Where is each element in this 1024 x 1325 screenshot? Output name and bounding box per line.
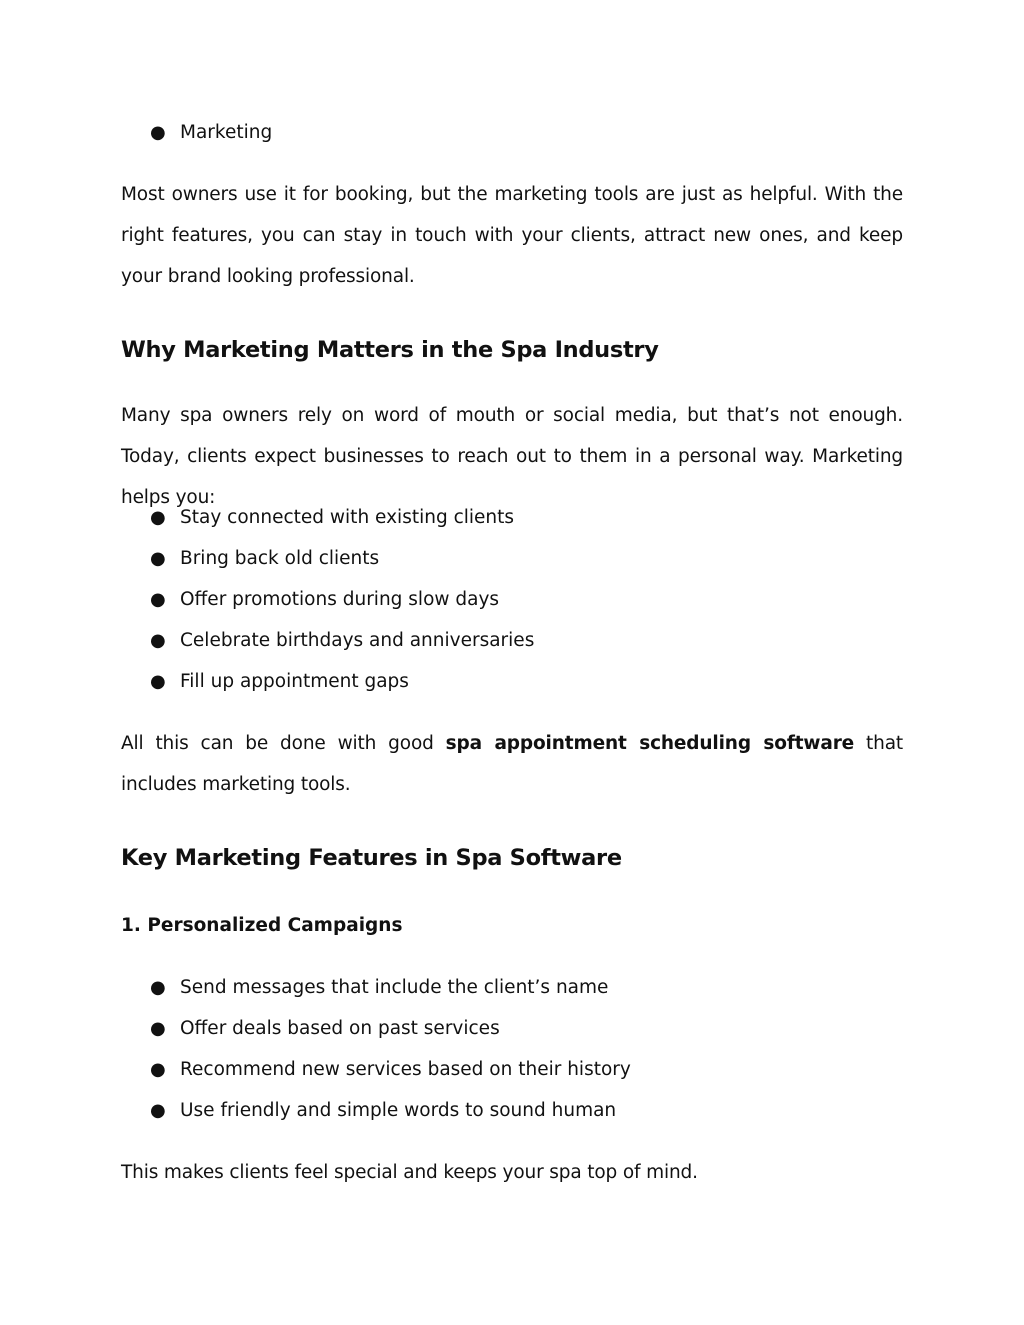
bullet-icon: ● <box>150 1018 166 1039</box>
list-item: ● Stay connected with existing clients <box>150 503 534 544</box>
list-item: ● Offer promotions during slow days <box>150 585 534 626</box>
paragraph-intro: Most owners use it for booking, but the marketing tools are just as helpful. With the right features, you can stay in touch with your clients, attract new ones, and keep your brand looking professional. <box>121 184 903 287</box>
bold-keyword: spa appointment scheduling software <box>445 733 855 754</box>
bullet-icon: ● <box>150 671 166 692</box>
bullet-icon: ● <box>150 1059 166 1080</box>
paragraph-software-note: All this can be done with good spa appointment scheduling software that includes marketing tools. <box>121 733 904 795</box>
list-item: ● Use friendly and simple words to sound human <box>150 1096 631 1137</box>
bullet-icon: ● <box>150 122 166 143</box>
bullet-icon: ● <box>150 1100 166 1121</box>
section-heading-key-features: Key Marketing Features in Spa Software <box>121 845 622 871</box>
list-item: ● Offer deals based on past services <box>150 1014 631 1055</box>
bullet-list-campaigns <box>150 973 631 1137</box>
list-item: ● Recommend new services based on their history <box>150 1055 631 1096</box>
list-item: ● Marketing <box>150 118 272 159</box>
subheading-personalized-campaigns: 1. Personalized Campaigns <box>121 915 403 936</box>
bullet-list-intro <box>150 118 272 159</box>
bullet-icon: ● <box>150 589 166 610</box>
list-item: ● Celebrate birthdays and anniversaries <box>150 626 534 667</box>
bullet-icon: ● <box>150 630 166 651</box>
bullet-list-benefits <box>150 503 534 708</box>
section-heading-why-marketing: Why Marketing Matters in the Spa Industry <box>121 337 659 363</box>
bullet-icon: ● <box>150 977 166 998</box>
paragraph-closing: This makes clients feel special and keeps your spa top of mind. <box>121 1162 698 1183</box>
list-item: ● Send messages that include the client’s name <box>150 973 631 1014</box>
paragraph-why-marketing: Many spa owners rely on word of mouth or social media, but that’s not enough. Today, clients expect businesses to reach out to them in a personal way. Marketing helps you: <box>121 405 903 508</box>
list-item: ● Fill up appointment gaps <box>150 667 534 708</box>
list-item: ● Bring back old clients <box>150 544 534 585</box>
bullet-icon: ● <box>150 548 166 569</box>
bullet-icon: ● <box>150 507 166 528</box>
